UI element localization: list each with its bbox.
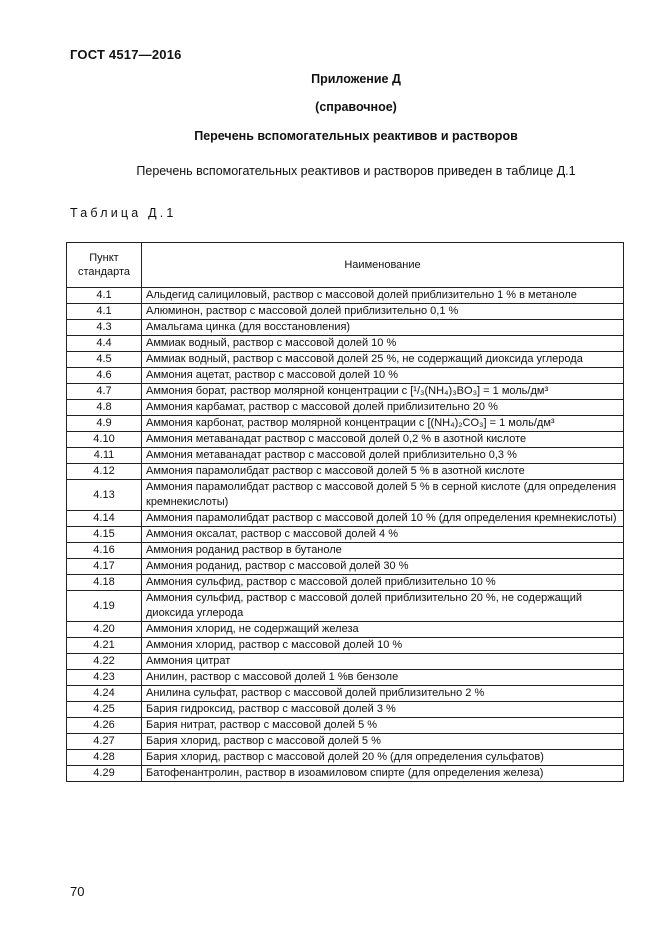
cell-reagent-name: Аммиак водный, раствор с массовой долей 25 %, не содержащий диоксида углерода xyxy=(142,352,624,368)
page-number: 70 xyxy=(70,884,85,899)
cell-item-number: 4.14 xyxy=(67,511,142,527)
table-row xyxy=(67,448,624,464)
cell-item-number: 4.28 xyxy=(67,750,142,766)
table-row xyxy=(67,686,624,702)
cell-item-number: 4.1 xyxy=(67,288,142,304)
cell-reagent-name: Анилина сульфат, раствор с массовой долей приблизительно 2 % xyxy=(142,686,624,702)
table-row xyxy=(67,654,624,670)
cell-item-number: 4.19 xyxy=(67,591,142,622)
cell-reagent-name: Батофенантролин, раствор в изоамиловом спирте (для определения железа) xyxy=(142,766,624,782)
table-row xyxy=(67,416,624,432)
table-row xyxy=(67,320,624,336)
table-row xyxy=(67,591,624,622)
table-row xyxy=(67,400,624,416)
table-body xyxy=(67,288,624,782)
cell-reagent-name: Аммония парамолибдат раствор с массовой долей 5 % в азотной кислоте xyxy=(142,464,624,480)
cell-reagent-name: Аммония цитрат xyxy=(142,654,624,670)
table-row xyxy=(67,622,624,638)
appendix-title: Приложение Д xyxy=(311,72,401,86)
cell-item-number: 4.15 xyxy=(67,527,142,543)
cell-item-number: 4.12 xyxy=(67,464,142,480)
cell-item-number: 4.26 xyxy=(67,718,142,734)
table-row xyxy=(67,543,624,559)
cell-reagent-name: Аммония роданид раствор в бутаноле xyxy=(142,543,624,559)
table-row xyxy=(67,352,624,368)
table-row xyxy=(67,575,624,591)
cell-item-number: 4.4 xyxy=(67,336,142,352)
cell-reagent-name: Аммония хлорид, не содержащий железа xyxy=(142,622,624,638)
table-header-row xyxy=(67,243,624,288)
cell-item-number: 4.3 xyxy=(67,320,142,336)
table-row xyxy=(67,368,624,384)
cell-reagent-name: Аммония хлорид, раствор с массовой долей 10 % xyxy=(142,638,624,654)
cell-item-number: 4.22 xyxy=(67,654,142,670)
table-row xyxy=(67,670,624,686)
table-row xyxy=(67,336,624,352)
cell-item-number: 4.11 xyxy=(67,448,142,464)
cell-reagent-name: Бария хлорид, раствор с массовой долей 5 % xyxy=(142,734,624,750)
cell-item-number: 4.23 xyxy=(67,670,142,686)
cell-reagent-name: Аммиак водный, раствор с массовой долей 10 % xyxy=(142,336,624,352)
cell-reagent-name: Аммония парамолибдат раствор с массовой долей 10 % (для определения кремнекислоты) xyxy=(142,511,624,527)
table-row xyxy=(67,511,624,527)
cell-item-number: 4.1 xyxy=(67,304,142,320)
table-row xyxy=(67,718,624,734)
reagents-table xyxy=(66,242,624,782)
cell-reagent-name: Анилин, раствор с массовой долей 1 %в бензоле xyxy=(142,670,624,686)
cell-item-number: 4.24 xyxy=(67,686,142,702)
cell-reagent-name: Аммония ацетат, раствор с массовой долей 10 % xyxy=(142,368,624,384)
cell-reagent-name: Аммония роданид, раствор с массовой долей 30 % xyxy=(142,559,624,575)
cell-item-number: 4.21 xyxy=(67,638,142,654)
cell-reagent-name: Аммония сульфид, раствор с массовой долей приблизительно 20 %, не содержащий диоксида углерода xyxy=(142,591,624,622)
table-row xyxy=(67,702,624,718)
table-row xyxy=(67,638,624,654)
column-header-name: Наименование xyxy=(142,243,624,288)
cell-reagent-name: Амальгама цинка (для восстановления) xyxy=(142,320,624,336)
appendix-type: (справочное) xyxy=(315,100,397,114)
cell-item-number: 4.10 xyxy=(67,432,142,448)
cell-reagent-name: Альдегид салициловый, раствор с массовой долей приблизительно 1 % в метаноле xyxy=(142,288,624,304)
table-row xyxy=(67,304,624,320)
table-row xyxy=(67,766,624,782)
cell-reagent-name: Аммония метаванадат раствор с массовой долей приблизительно 0,3 % xyxy=(142,448,624,464)
cell-item-number: 4.16 xyxy=(67,543,142,559)
cell-item-number: 4.17 xyxy=(67,559,142,575)
appendix-heading: Перечень вспомогательных реактивов и растворов xyxy=(194,129,518,143)
table-row xyxy=(67,432,624,448)
cell-item-number: 4.9 xyxy=(67,416,142,432)
cell-reagent-name: Аммония метаванадат раствор с массовой долей 0,2 % в азотной кислоте xyxy=(142,432,624,448)
table-row xyxy=(67,734,624,750)
table-row xyxy=(67,464,624,480)
cell-reagent-name: Бария нитрат, раствор с массовой долей 5 % xyxy=(142,718,624,734)
cell-reagent-name: Аммония карбонат, раствор молярной концентрации с [(NH₄)₂CO₃] = 1 моль/дм³ xyxy=(142,416,624,432)
cell-item-number: 4.8 xyxy=(67,400,142,416)
cell-reagent-name: Бария хлорид, раствор с массовой долей 20 % (для определения сульфатов) xyxy=(142,750,624,766)
cell-reagent-name: Аммония карбамат, раствор с массовой долей приблизительно 20 % xyxy=(142,400,624,416)
cell-item-number: 4.18 xyxy=(67,575,142,591)
table-caption: Таблица Д.1 xyxy=(70,206,177,220)
intro-paragraph: Перечень вспомогательных реактивов и растворов приведен в таблице Д.1 xyxy=(136,164,576,178)
table-row xyxy=(67,480,624,511)
table-row xyxy=(67,750,624,766)
cell-item-number: 4.27 xyxy=(67,734,142,750)
cell-item-number: 4.6 xyxy=(67,368,142,384)
cell-reagent-name: Аммония борат, раствор молярной концентрации с [¹/₃(NH₄)₃BO₃] = 1 моль/дм³ xyxy=(142,384,624,400)
cell-item-number: 4.20 xyxy=(67,622,142,638)
cell-reagent-name: Аммония парамолибдат раствор с массовой долей 5 % в серной кислоте (для определения кремнекислоты) xyxy=(142,480,624,511)
cell-item-number: 4.29 xyxy=(67,766,142,782)
cell-reagent-name: Аммония сульфид, раствор с массовой долей приблизительно 10 % xyxy=(142,575,624,591)
cell-reagent-name: Алюминон, раствор с массовой долей приблизительно 0,1 % xyxy=(142,304,624,320)
cell-item-number: 4.25 xyxy=(67,702,142,718)
table-row xyxy=(67,288,624,304)
cell-reagent-name: Бария гидроксид, раствор с массовой долей 3 % xyxy=(142,702,624,718)
cell-reagent-name: Аммония оксалат, раствор с массовой долей 4 % xyxy=(142,527,624,543)
cell-item-number: 4.7 xyxy=(67,384,142,400)
cell-item-number: 4.13 xyxy=(67,480,142,511)
table-row xyxy=(67,527,624,543)
table-row xyxy=(67,384,624,400)
document-header-standard: ГОСТ 4517—2016 xyxy=(70,47,182,62)
cell-item-number: 4.5 xyxy=(67,352,142,368)
table-row xyxy=(67,559,624,575)
column-header-num: Пункт стандарта xyxy=(67,243,142,288)
